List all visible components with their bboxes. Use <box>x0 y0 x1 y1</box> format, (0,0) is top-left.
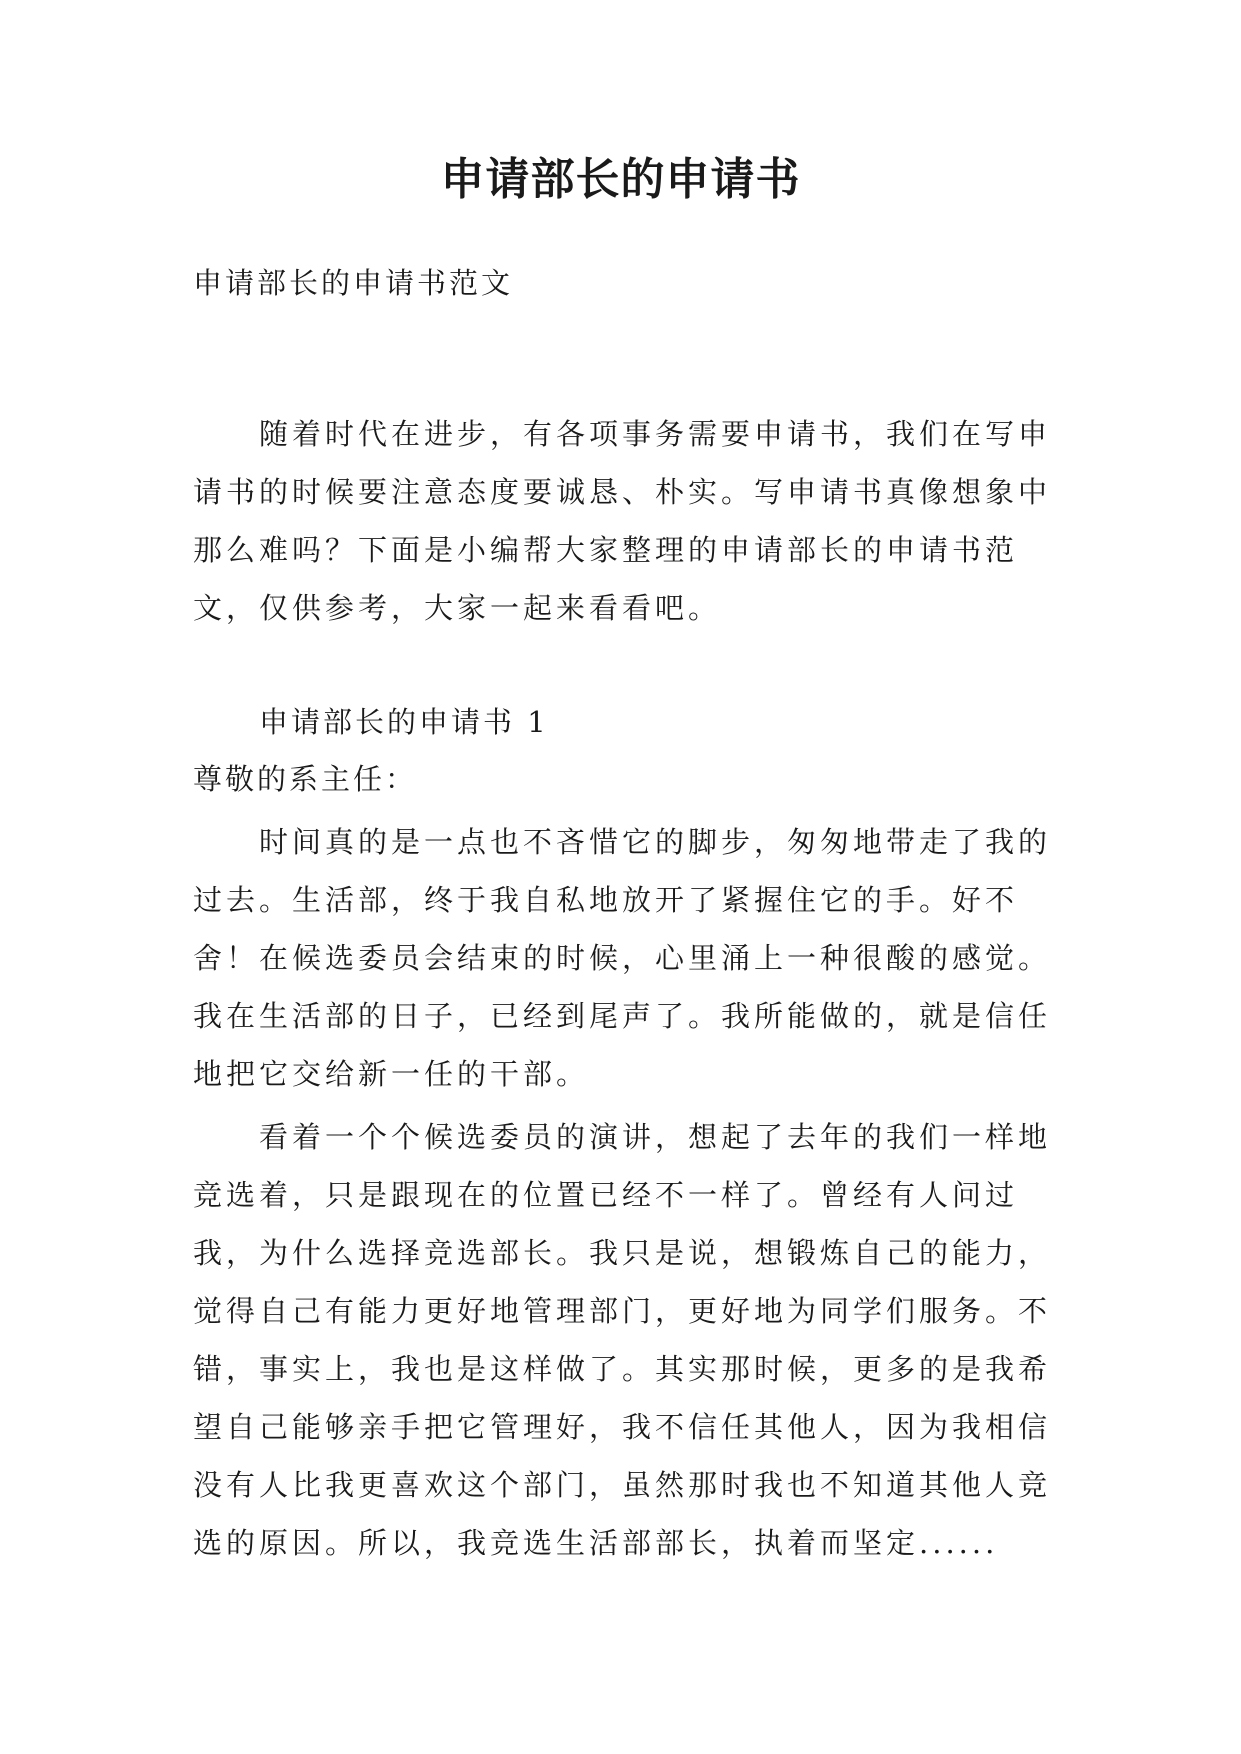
page-title: 申请部长的申请书 <box>440 154 801 205</box>
section-heading: 申请部长的申请书 1 <box>259 705 549 739</box>
body-paragraph: 时间真的是一点也不吝惜它的脚步，匆匆地带走了我的过去。生活部，终于我自私地放开了紧握住它的手。好不舍！在候选委员会结束的时候，心里涌上一种很酸的感觉。我在生活部的日子，已经到尾声了。我所能做的，就是信任地把它交给新一任的干部。 <box>193 825 1052 1091</box>
intro-paragraph: 随着时代在进步，有各项事务需要申请书，我们在写申请书的时候要注意态度要诚恳、朴实。写申请书真像想象中那么难吗？下面是小编帮大家整理的申请部长的申请书范文，仅供参考，大家一起来看看吧。 <box>193 417 1052 625</box>
document-subtitle: 申请部长的申请书范文 <box>193 266 514 300</box>
salutation: 尊敬的系主任： <box>193 762 418 796</box>
body-paragraph: 看着一个个候选委员的演讲，想起了去年的我们一样地竞选着，只是跟现在的位置已经不一样了。曾经有人问过我，为什么选择竞选部长。我只是说，想锻炼自己的能力，觉得自己有能力更好地管理部门，更好地为同学们服务。不错，事实上，我也是这样做了。其实那时候，更多的是我希望自己能够亲手把它管理好，我不信任其他人，因为我相信没有人比我更喜欢这个部门，虽然那时我也不知道其他人竞选的原因。所以，我竞选生活部部长，执着而坚定...... <box>193 1120 1052 1560</box>
